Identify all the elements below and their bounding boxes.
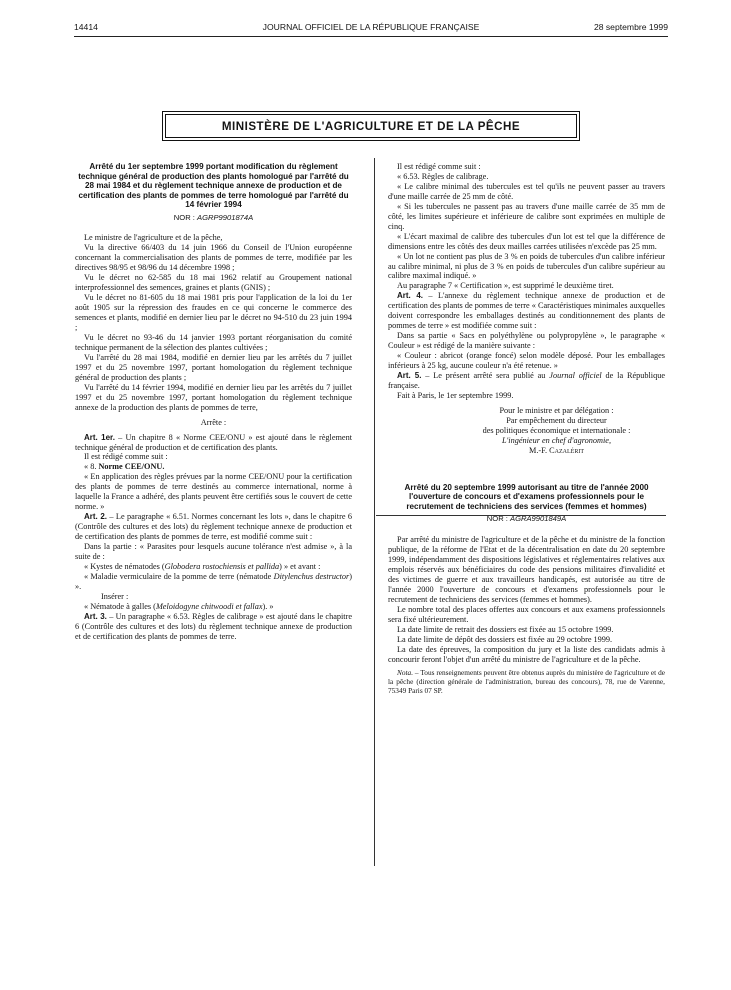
nor-reference	[388, 514, 665, 524]
paragraph: Vu l'arrêté du 28 mai 1984, modifié en dernier lieu par les arrêtés du 7 juillet 1997 et du 25 novembre 1997, portant homologation du règlement technique général de production des plants ;	[75, 352, 352, 382]
page-number: 14414	[74, 22, 98, 32]
paragraph: Insérer :	[101, 591, 129, 601]
paragraph: Il est rédigé comme suit :	[397, 162, 481, 171]
paragraph: « Maladie vermiculaire de la pomme de terre (nématode Ditylenchus destructor) ».	[75, 571, 352, 591]
paragraph: Vu la directive 66/403 du 14 juin 1966 du Conseil de l'Union européenne concernant la commercialisation des plants de pommes de terre, modifiée par les directives 98/95 et 98/96 du 14 décembre 1998 ;	[75, 243, 352, 273]
article-label: Art. 2.	[84, 512, 108, 522]
paragraph: Vu le décret no 81-605 du 18 mai 1981 pris pour l'application de la loi du 1er août 1905 sur la répression des fraudes en ce qui concerne le commerce des semences et plants, modifié en dernier lieu par le décret no 94-510 du 23 juin 1994 ;	[75, 293, 352, 333]
paragraph: « Nématode à galles (Meloidogyne chitwoodi et fallax). »	[84, 601, 274, 611]
issue-date: 28 septembre 1999	[593, 22, 668, 32]
arrete-heading: Arrête :	[200, 417, 227, 427]
column-divider	[374, 158, 375, 866]
paragraph: « Le calibre minimal des tubercules est tel qu'ils ne peuvent passer au travers d'une maille carrée de 25 mm de côté.	[388, 181, 665, 201]
paragraph: Dans la partie : « Parasites pour lesquels aucune tolérance n'est admise », à la suite de :	[75, 542, 352, 561]
paragraph: La date des épreuves, la composition du jury et la liste des candidats admis à concourir feront l'objet d'un arrêté du ministre de l'agriculture et de la pêche.	[388, 644, 665, 664]
article-2: Art. 2. – Le paragraphe « 6.51. Normes concernant les lots », dans le chapitre 6 (Contrôle des cultures et des lots) du règlement technique annexe de production et de certification des plants de pommes de terre, est modifié comme suit :	[75, 512, 352, 542]
paragraph: « Couleur : abricot (orange foncé) selon modèle déposé. Pour les emballages inférieurs à 25 kg, aucune couleur n'a été retenue. »	[388, 351, 665, 371]
ministry-heading: MINISTÈRE DE L'AGRICULTURE ET DE LA PÊCHE	[165, 114, 577, 138]
paragraph: Par arrêté du ministre de l'agriculture et de la pêche et du ministre de la fonction publique, de la réforme de l'Etat et de la décentralisation en date du 20 septembre 1999, indépendamment des dispositions législatives et réglementaires relatives aux emplois réservés aux bénéficiaires du code des pensions militaires d'invalidité et des victimes de guerre et aux travailleurs handicapés, est autorisée au titre de l'année 2000 l'ouverture de concours et d'examens professionnels pour le recrutement de techniciens des services (femmes et hommes).	[388, 535, 665, 604]
signature-line: Par empêchement du directeur	[506, 415, 607, 425]
nor-label: NOR :	[486, 514, 508, 524]
article-label: Art. 5.	[397, 371, 422, 381]
paragraph: La date limite de retrait des dossiers est fixée au 15 octobre 1999.	[397, 624, 614, 634]
paragraph: « 8. Norme CEE/ONU.	[84, 462, 165, 472]
article-3: Art. 3. – Un paragraphe « 6.53. Règles de calibrage » est ajouté dans le chapitre 6 (Contrôle des cultures et des lots) du règlement technique annexe de production et de certification des plants de pommes de terre.	[75, 611, 352, 641]
article-5: Art. 5. – Le présent arrêté sera publié au Journal officiel de la République française.	[388, 371, 665, 390]
nor-label: NOR :	[173, 212, 195, 222]
left-column	[75, 162, 352, 642]
article-label: Art. 1er.	[84, 432, 115, 442]
paragraph: « L'écart maximal de calibre des tubercules d'un lot est tel que la différence de dimensions entre les côtés des deux mailles carrées utilisées n'excède pas 25 mm.	[388, 231, 665, 251]
running-header	[74, 22, 668, 34]
header-rule	[74, 36, 668, 37]
nor-reference	[75, 213, 352, 223]
article-4: Art. 4. – L'annexe du règlement technique annexe de production et de certification des plants de pommes de terre « Caractéristiques minimales auxquelles doivent correspondre les emballages destinés au conditionnement des plants de pommes de terre » est modifiée comme suit :	[388, 291, 665, 331]
decree-title: Arrêté du 20 septembre 1999 autorisant au titre de l'année 2000 l'ouverture de concours et d'examens professionnels pour le recrutement de techniciens des services (femmes et hommes)	[404, 482, 649, 511]
right-column	[388, 162, 665, 695]
nor-code: AGRP9901874A	[197, 212, 254, 222]
nor-code: AGRA9901849A	[510, 514, 567, 524]
paragraph: La date limite de dépôt des dossiers est fixée au 29 octobre 1999.	[397, 634, 613, 644]
paragraph: Vu l'arrêté du 14 février 1994, modifié en dernier lieu par les arrêtés du 7 juillet 1997 et du 25 novembre 1997, portant homologation du règlement technique annexe de la production des plants de pommes de terre,	[75, 382, 352, 412]
place-date: Fait à Paris, le 1er septembre 1999.	[397, 390, 514, 400]
paragraph: Le ministre de l'agriculture et de la pêche,	[84, 233, 223, 243]
article-label: Art. 4.	[397, 291, 424, 301]
paragraph: Vu le décret no 93-46 du 14 janvier 1993 portant réorganisation du comité technique permanent de la sélection des plantes cultivées ;	[75, 332, 352, 352]
paragraph: « Si les tubercules ne passent pas au travers d'une maille carrée de 35 mm de côté, les limites supérieure et inférieure de calibre sont exprimées en multiple de cinq.	[388, 201, 665, 231]
decree-title: Arrêté du 1er septembre 1999 portant modification du règlement technique général de production des plants homologué par l'arrêté du 28 mai 1984 et du règlement technique annexe de production et de certification des plants de pommes de terre homologué par l'arrêté du 14 février 1994	[78, 162, 349, 209]
paragraph: Il est rédigé comme suit :	[84, 452, 168, 462]
article-label: Art. 3.	[84, 611, 107, 621]
journal-title: JOURNAL OFFICIEL DE LA RÉPUBLIQUE FRANÇAISE	[262, 22, 480, 32]
paragraph: « Un lot ne contient pas plus de 3 % en poids de tubercules d'un calibre inférieur au calibre minimal, ni plus de 3 % en poids de tubercules d'un calibre supérieur au calibre maximal indiqué. »	[388, 251, 665, 281]
signatory-name: M.-F. Cazalérit	[528, 445, 585, 455]
signature-line: L'ingénieur en chef d'agronomie,	[501, 435, 612, 445]
paragraph: « En application des règles prévues par la norme CEE/ONU pour la certification des plants de pommes de terre destinés au commerce international, norme à laquelle la France a adhéré, des plants peuvent être certifiés sous le couvert de cette norme. »	[75, 472, 352, 512]
footnote: Nota. – Tous renseignements peuvent être obtenus auprès du ministère de l'agriculture et de la pêche (direction générale de l'administration, bureau des concours), 78, rue de Varenne, 75349 Paris 07 SP.	[388, 668, 665, 695]
paragraph: « Kystes de nématodes (Globodera rostochiensis et pallida) » et avant :	[84, 561, 321, 571]
signature-line: des politiques économique et internationale :	[482, 425, 631, 435]
article-1: Art. 1er. – Un chapitre 8 « Norme CEE/ONU » est ajouté dans le règlement technique général de production et de certification des plants.	[75, 432, 352, 452]
paragraph: « 6.53. Règles de calibrage.	[397, 171, 489, 181]
paragraph: Dans sa partie « Sacs en polyéthylène ou polypropylène », le paragraphe « Couleur » est rédigé de la manière suivante :	[388, 331, 665, 351]
paragraph: Vu le décret no 62-585 du 18 mai 1962 relatif au Groupement national interprofessionnel des semences, graines et plants (GNIS) ;	[75, 273, 352, 293]
paragraph: Au paragraphe 7 « Certification », est supprimé le deuxième tiret.	[397, 281, 614, 291]
signature-line: Pour le ministre et par délégation :	[499, 405, 614, 415]
paragraph: Le nombre total des places offertes aux concours et aux examens professionnels sera fixé ultérieurement.	[388, 604, 665, 624]
